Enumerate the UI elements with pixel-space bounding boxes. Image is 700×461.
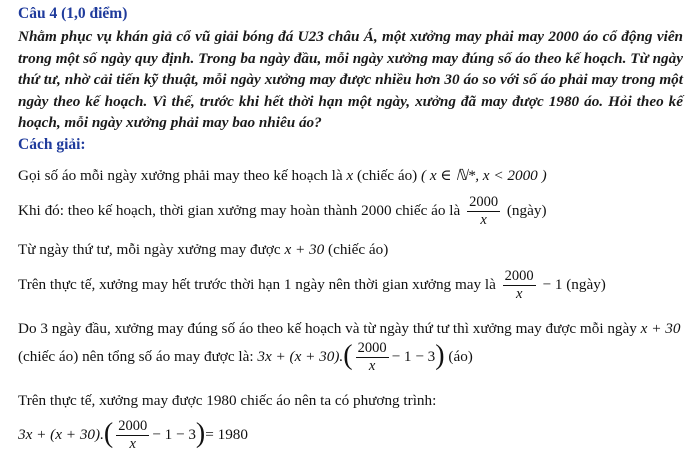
equation	[18, 418, 248, 453]
step-1-text: Gọi số áo mỗi ngày xưởng phải may theo kế hoạch là	[18, 167, 343, 184]
step-5	[18, 320, 680, 338]
fraction	[503, 268, 536, 303]
fraction-numerator: 2000	[504, 268, 534, 284]
step-6-tail: − 1 − 3	[391, 347, 436, 365]
equation-tail: − 1 − 3	[152, 425, 196, 443]
left-paren: (	[343, 339, 353, 371]
fraction	[116, 418, 149, 453]
step-1-var: x	[346, 167, 354, 184]
step-6-expr: 3x + (x + 30).	[257, 347, 344, 365]
step-6-unit: (áo)	[448, 347, 473, 365]
step-1	[18, 166, 547, 185]
fraction	[467, 194, 500, 229]
problem-statement: Nhằm phục vụ khán giả cổ vũ giải bóng đá U23 châu Á, một xưởng may phải may 2000 áo cổ động viên trong một số ngày quy định. Trong ba ngày đầu, mỗi ngày xưởng may đúng số áo theo kế hoạch. Từ ngày thứ tư, nhờ cải tiến kỹ thuật, mỗi ngày xưởng may được nhiều hơn 30 áo so với số áo phải may trong một ngày theo kế hoạch. Vì thế, trước khi hết thời hạn một ngày, xưởng đã may được 1980 áo. Hỏi theo kế hoạch, mỗi ngày xưởng phải may bao nhiêu áo?	[18, 28, 683, 131]
step-4-tail: − 1	[542, 275, 563, 293]
step-1-condition: ( x ∈ ℕ*, x < 2000 )	[421, 167, 547, 184]
right-paren: )	[195, 417, 206, 449]
step-6-text: (chiếc áo) nên tổng số áo may được là:	[18, 347, 254, 365]
fraction-numerator: 2000	[357, 340, 387, 356]
step-4	[18, 268, 606, 303]
solution-label: Cách giải:	[18, 136, 86, 153]
step-7-text: Trên thực tế, xưởng may được 1980 chiếc áo nên ta có phương trình:	[18, 392, 437, 409]
step-1-unit: (chiếc áo)	[356, 167, 418, 184]
step-3-text: Từ ngày thứ tư, mỗi ngày xưởng may được	[18, 241, 281, 258]
step-3	[18, 241, 388, 259]
step-3-unit: (chiếc áo)	[328, 241, 389, 258]
left-paren: (	[103, 417, 114, 449]
fraction-numerator: 2000	[118, 418, 148, 434]
step-4-unit: (ngày)	[566, 275, 606, 293]
step-7	[18, 392, 436, 410]
step-5-text: Do 3 ngày đầu, xưởng may đúng số áo theo kế hoạch và từ ngày thứ tư thì xưởng may được mỗi ngày	[18, 320, 637, 337]
step-5-expr: x + 30	[640, 320, 681, 337]
step-4-text: Trên thực tế, xưởng may hết trước thời hạn 1 ngày nên thời gian xưởng may là	[18, 275, 496, 293]
fraction-numerator: 2000	[469, 194, 499, 210]
step-2-unit: (ngày)	[506, 201, 547, 219]
equation-rhs: = 1980	[205, 425, 248, 443]
step-6	[18, 340, 473, 375]
fraction	[356, 340, 389, 375]
fraction-denominator: x	[368, 358, 376, 374]
step-2-text: Khi đó: theo kế hoạch, thời gian xưởng may hoàn thành 2000 chiếc áo là	[18, 201, 461, 219]
step-2	[18, 194, 547, 229]
step-3-expr: x + 30	[284, 241, 325, 258]
fraction-denominator: x	[129, 436, 136, 452]
question-heading: Câu 4 (1,0 điểm)	[18, 5, 128, 22]
fraction-denominator: x	[515, 286, 523, 302]
right-paren: )	[435, 339, 445, 371]
equation-lhs: 3x + (x + 30).	[18, 425, 104, 443]
fraction-denominator: x	[480, 212, 487, 228]
